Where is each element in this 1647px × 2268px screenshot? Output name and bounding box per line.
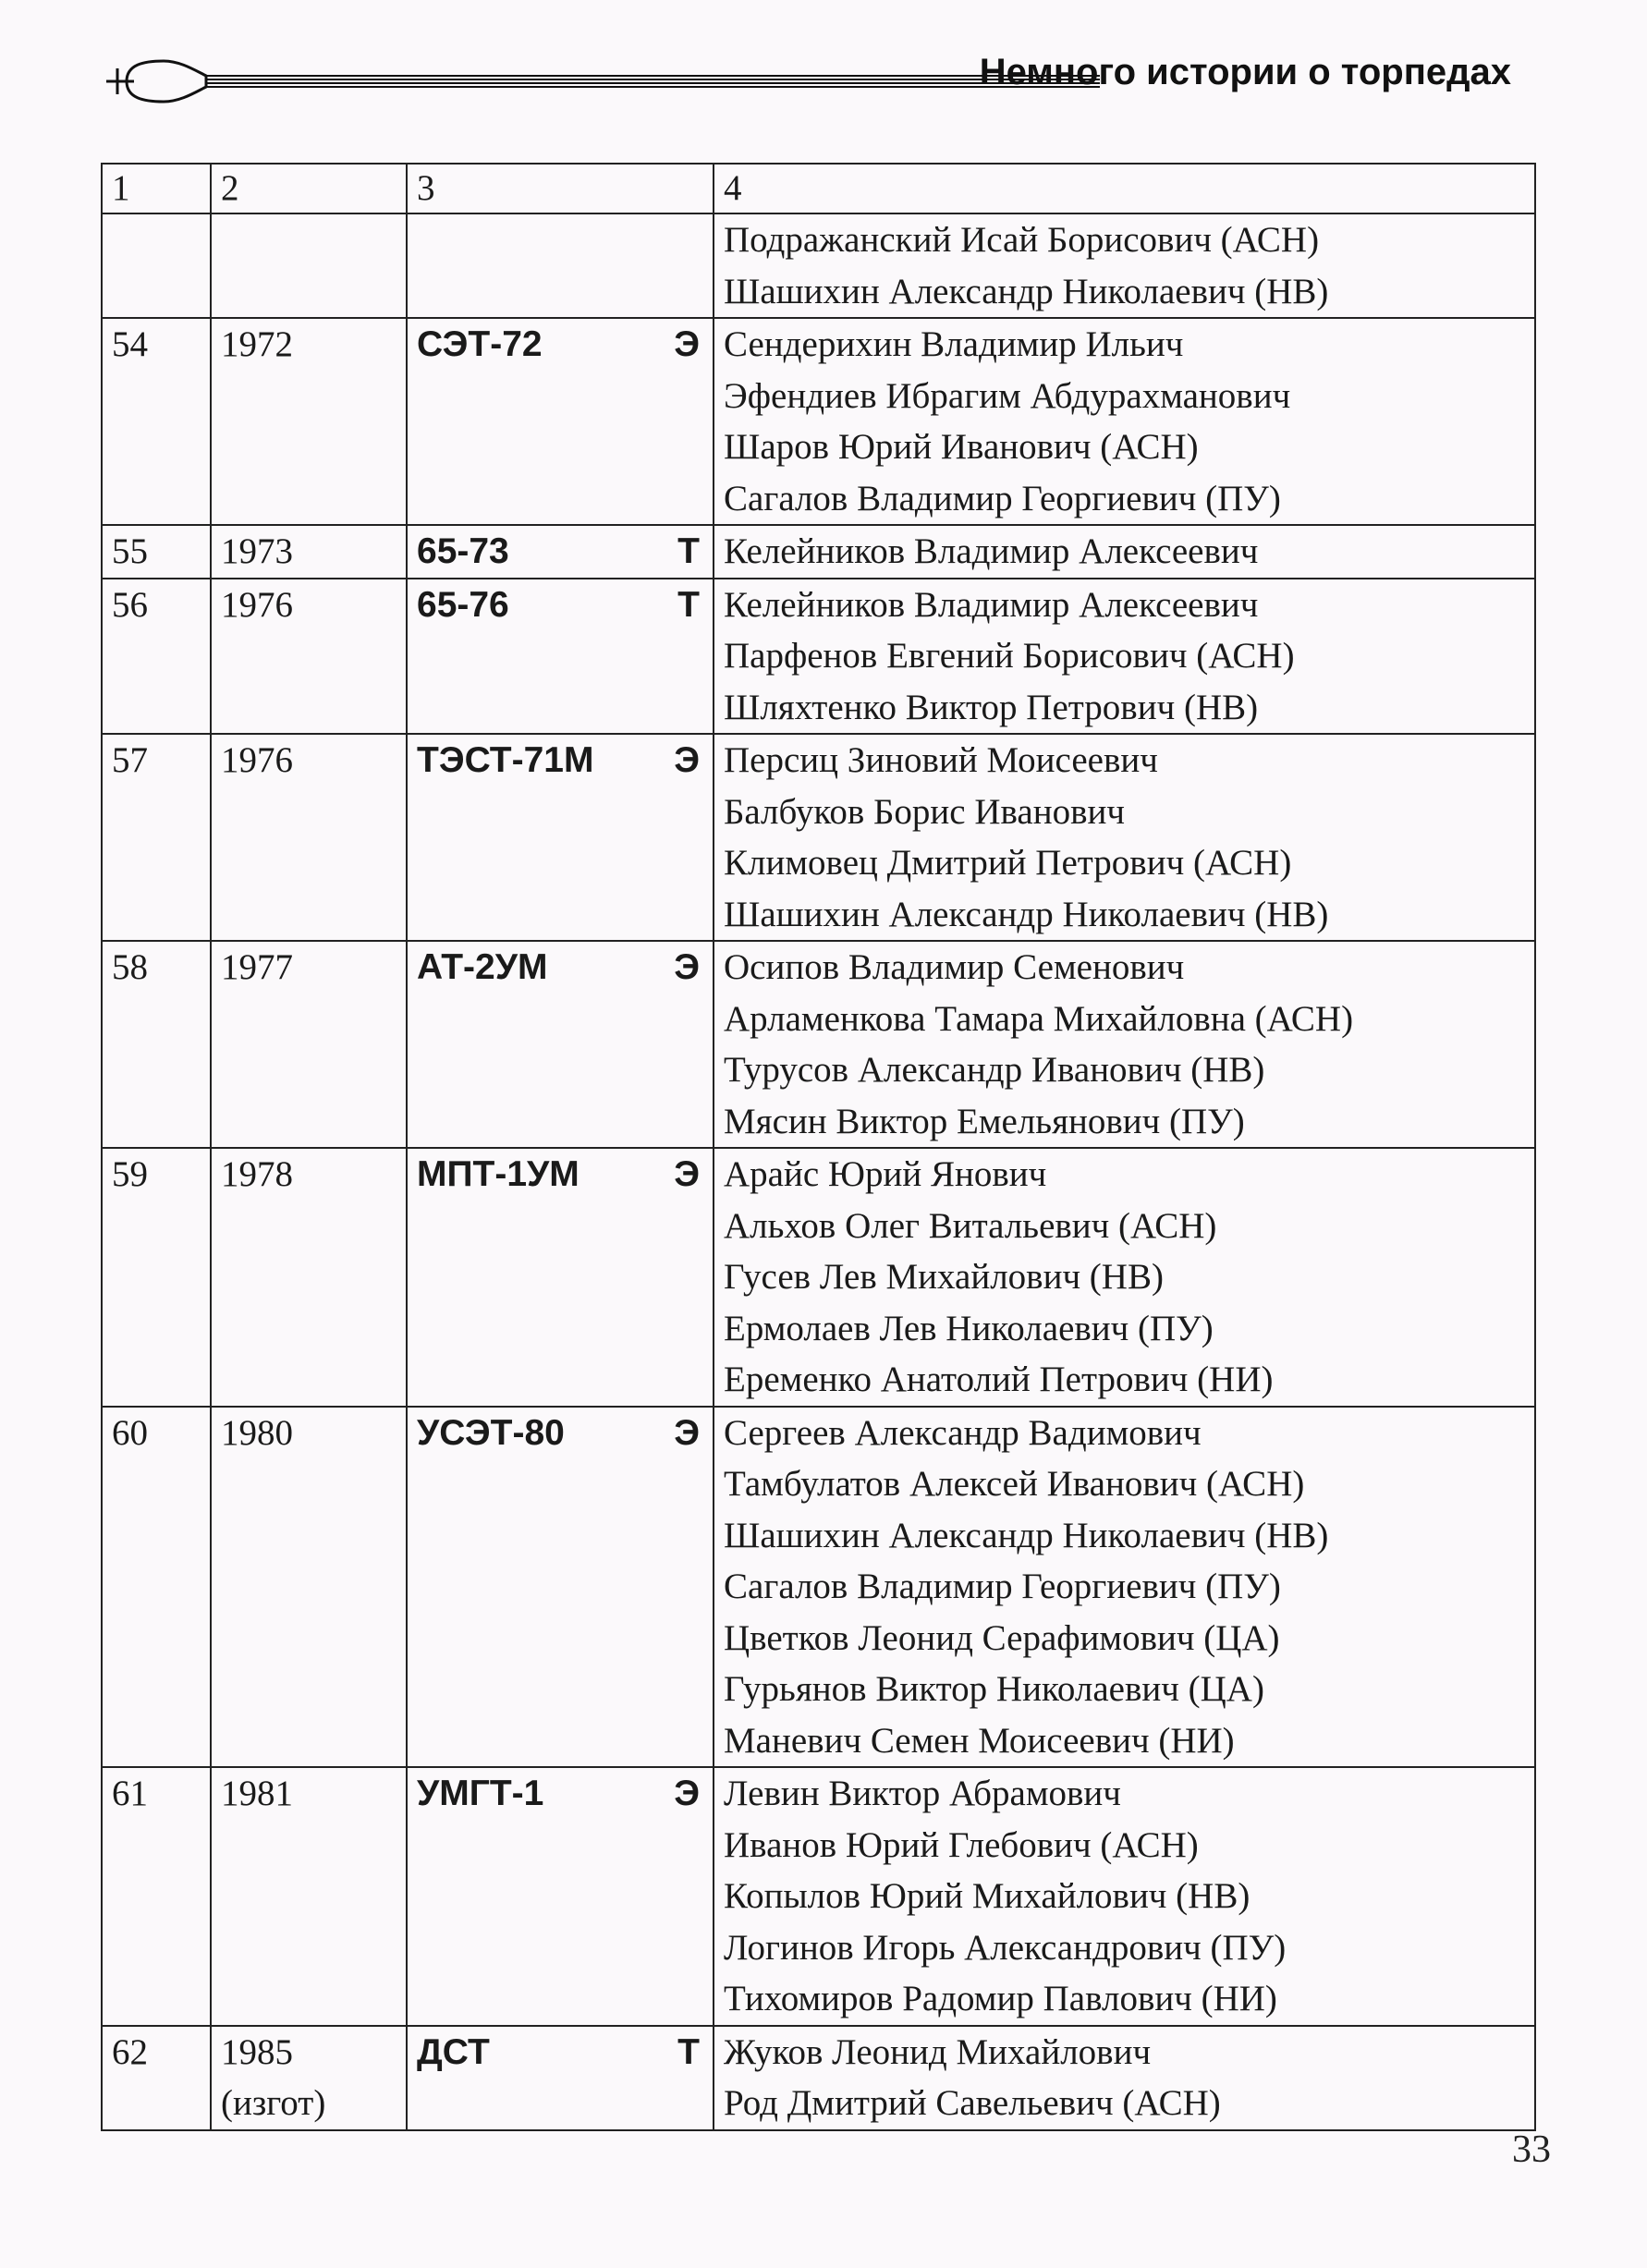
header-title: Немного истории о торпедах <box>979 52 1511 92</box>
torpedo-model: 65-76 <box>417 584 509 625</box>
person-name: Шаров Юрий Иванович (АСН) <box>724 427 1199 467</box>
torpedo-model: 65-73 <box>417 531 509 571</box>
row-year: 1978 <box>221 1154 293 1194</box>
person-name: Гусев Лев Михайлович (НВ) <box>724 1257 1164 1297</box>
row-year: 1976 <box>221 584 293 625</box>
row-year-cell <box>211 734 407 941</box>
row-people-cell <box>714 1407 1535 1768</box>
person-name: Мясин Виктор Емельянович (ПУ) <box>724 1101 1245 1141</box>
person-name: Подражанский Исай Борисович (АСН) <box>724 220 1320 260</box>
person-name: Иванов Юрий Глебович (АСН) <box>724 1824 1199 1865</box>
table-row <box>102 734 1535 941</box>
table-row <box>102 1407 1535 1768</box>
table-row <box>102 1767 1535 2026</box>
person-name: Маневич Семен Моисеевич (НИ) <box>724 1720 1235 1761</box>
row-people-cell <box>714 2026 1535 2130</box>
table-row <box>102 2026 1535 2130</box>
table-body <box>102 164 1535 2130</box>
row-model-cell <box>407 213 714 318</box>
row-year-cell <box>211 941 407 1148</box>
row-number: 56 <box>102 579 211 735</box>
person-name: Логинов Игорь Александрович (ПУ) <box>724 1927 1287 1968</box>
table-row <box>102 579 1535 735</box>
row-number: 55 <box>102 525 211 579</box>
row-people-cell <box>714 941 1535 1148</box>
person-name: Левин Виктор Абрамович <box>724 1774 1121 1813</box>
person-name: Осипов Владимир Семенович <box>724 947 1185 987</box>
row-number: 57 <box>102 734 211 941</box>
person-name: Тамбулатов Алексей Иванович (АСН) <box>724 1464 1305 1504</box>
row-model-cell <box>407 318 714 525</box>
row-year-cell <box>211 318 407 525</box>
column-header: 1 <box>102 164 211 213</box>
row-year: 1980 <box>221 1412 293 1453</box>
person-name: Тихомиров Радомир Павлович (НИ) <box>724 1979 1277 2018</box>
person-name: Ермолаев Лев Николаевич (ПУ) <box>724 1308 1214 1348</box>
torpedo-model: ТЭСТ-71М <box>417 740 594 780</box>
propulsion-type: Э <box>674 740 700 780</box>
torpedo-developers-table <box>101 163 1536 2131</box>
row-number: 58 <box>102 941 211 1148</box>
row-people-cell <box>714 318 1535 525</box>
column-header: 2 <box>211 164 407 213</box>
row-model-cell <box>407 941 714 1148</box>
table-row <box>102 213 1535 318</box>
person-name: Парфенов Евгений Борисович (АСН) <box>724 636 1295 676</box>
row-model-cell <box>407 1767 714 2026</box>
person-name: Жуков Леонид Михайлович <box>724 2031 1152 2072</box>
torpedo-model: СЭТ-72 <box>417 324 543 364</box>
column-header: 4 <box>714 164 1535 213</box>
torpedo-model: УСЭТ-80 <box>417 1412 565 1453</box>
person-name: Арайс Юрий Янович <box>724 1154 1047 1194</box>
row-model-cell <box>407 734 714 941</box>
row-year: 1973 <box>221 531 293 571</box>
propulsion-type: Э <box>674 1412 700 1453</box>
torpedo-model: УМГТ-1 <box>417 1774 544 1813</box>
row-people-cell <box>714 734 1535 941</box>
person-name: Шляхтенко Виктор Петрович (НВ) <box>724 687 1259 727</box>
table-row <box>102 525 1535 579</box>
column-header: 3 <box>407 164 714 213</box>
row-number: 54 <box>102 318 211 525</box>
propulsion-type: Т <box>677 584 700 625</box>
row-year: 1985 <box>221 2031 293 2072</box>
propulsion-type: Э <box>674 1774 700 1813</box>
row-model-cell <box>407 1407 714 1768</box>
row-year-cell <box>211 525 407 579</box>
person-name: Альхов Олег Витальевич (АСН) <box>724 1205 1217 1246</box>
row-year-cell <box>211 579 407 735</box>
person-name: Турусов Александр Иванович (НВ) <box>724 1050 1265 1090</box>
row-model-cell <box>407 1148 714 1407</box>
person-name: Арламенкова Тамара Михайловна (АСН) <box>724 998 1354 1039</box>
table-row <box>102 941 1535 1148</box>
person-name: Копылов Юрий Михайлович (НВ) <box>724 1876 1250 1916</box>
propulsion-type: Э <box>674 1154 700 1194</box>
row-year: 1977 <box>221 947 293 987</box>
row-year: 1981 <box>221 1774 293 1813</box>
torpedo-model: АТ-2УМ <box>417 947 548 987</box>
table-row <box>102 1148 1535 1407</box>
row-people-cell <box>714 579 1535 735</box>
torpedo-icon <box>106 57 1100 105</box>
running-header <box>106 48 1511 113</box>
person-name: Балбуков Борис Иванович <box>724 791 1125 832</box>
person-name: Шашихин Александр Николаевич (НВ) <box>724 894 1329 934</box>
table-row <box>102 318 1535 525</box>
propulsion-type: Э <box>674 947 700 987</box>
person-name: Сергеев Александр Вадимович <box>724 1412 1202 1453</box>
row-year-cell <box>211 213 407 318</box>
row-people-cell <box>714 1148 1535 1407</box>
row-number: 61 <box>102 1767 211 2026</box>
person-name: Шашихин Александр Николаевич (НВ) <box>724 1515 1329 1555</box>
person-name: Келейников Владимир Алексеевич <box>724 531 1259 571</box>
torpedo-model: ДСТ <box>417 2031 490 2072</box>
row-number: 60 <box>102 1407 211 1768</box>
row-model-cell <box>407 579 714 735</box>
propulsion-type: Э <box>674 324 700 364</box>
person-name: Род Дмитрий Савельевич (АСН) <box>724 2083 1221 2123</box>
row-people-cell <box>714 1767 1535 2026</box>
person-name: Сагалов Владимир Георгиевич (ПУ) <box>724 1567 1281 1606</box>
torpedo-model: МПТ-1УМ <box>417 1154 580 1194</box>
row-number: 62 <box>102 2026 211 2130</box>
row-people-cell <box>714 525 1535 579</box>
row-year-note: (изгот) <box>221 2083 326 2123</box>
person-name: Персиц Зиновий Моисеевич <box>724 740 1158 780</box>
row-people-cell <box>714 213 1535 318</box>
row-number <box>102 213 211 318</box>
row-year-cell <box>211 1148 407 1407</box>
propulsion-type: Т <box>677 2031 700 2072</box>
person-name: Сендерихин Владимир Ильич <box>724 324 1184 364</box>
person-name: Еременко Анатолий Петрович (НИ) <box>724 1360 1274 1399</box>
row-number: 59 <box>102 1148 211 1407</box>
row-model-cell <box>407 2026 714 2130</box>
row-year: 1972 <box>221 324 293 364</box>
person-name: Эфендиев Ибрагим Абдурахманович <box>724 375 1291 416</box>
column-number-row <box>102 164 1535 213</box>
person-name: Шашихин Александр Николаевич (НВ) <box>724 271 1329 311</box>
person-name: Гурьянов Виктор Николаевич (ЦА) <box>724 1669 1264 1709</box>
person-name: Цветков Леонид Серафимович (ЦА) <box>724 1617 1280 1658</box>
row-year-cell <box>211 1407 407 1768</box>
person-name: Келейников Владимир Алексеевич <box>724 584 1259 625</box>
row-year-cell <box>211 2026 407 2130</box>
row-year-cell <box>211 1767 407 2026</box>
propulsion-type: Т <box>677 531 700 571</box>
person-name: Климовец Дмитрий Петрович (АСН) <box>724 843 1292 883</box>
row-year: 1976 <box>221 740 293 780</box>
person-name: Сагалов Владимир Георгиевич (ПУ) <box>724 478 1281 518</box>
page-number: 33 <box>1512 2128 1551 2171</box>
row-model-cell <box>407 525 714 579</box>
